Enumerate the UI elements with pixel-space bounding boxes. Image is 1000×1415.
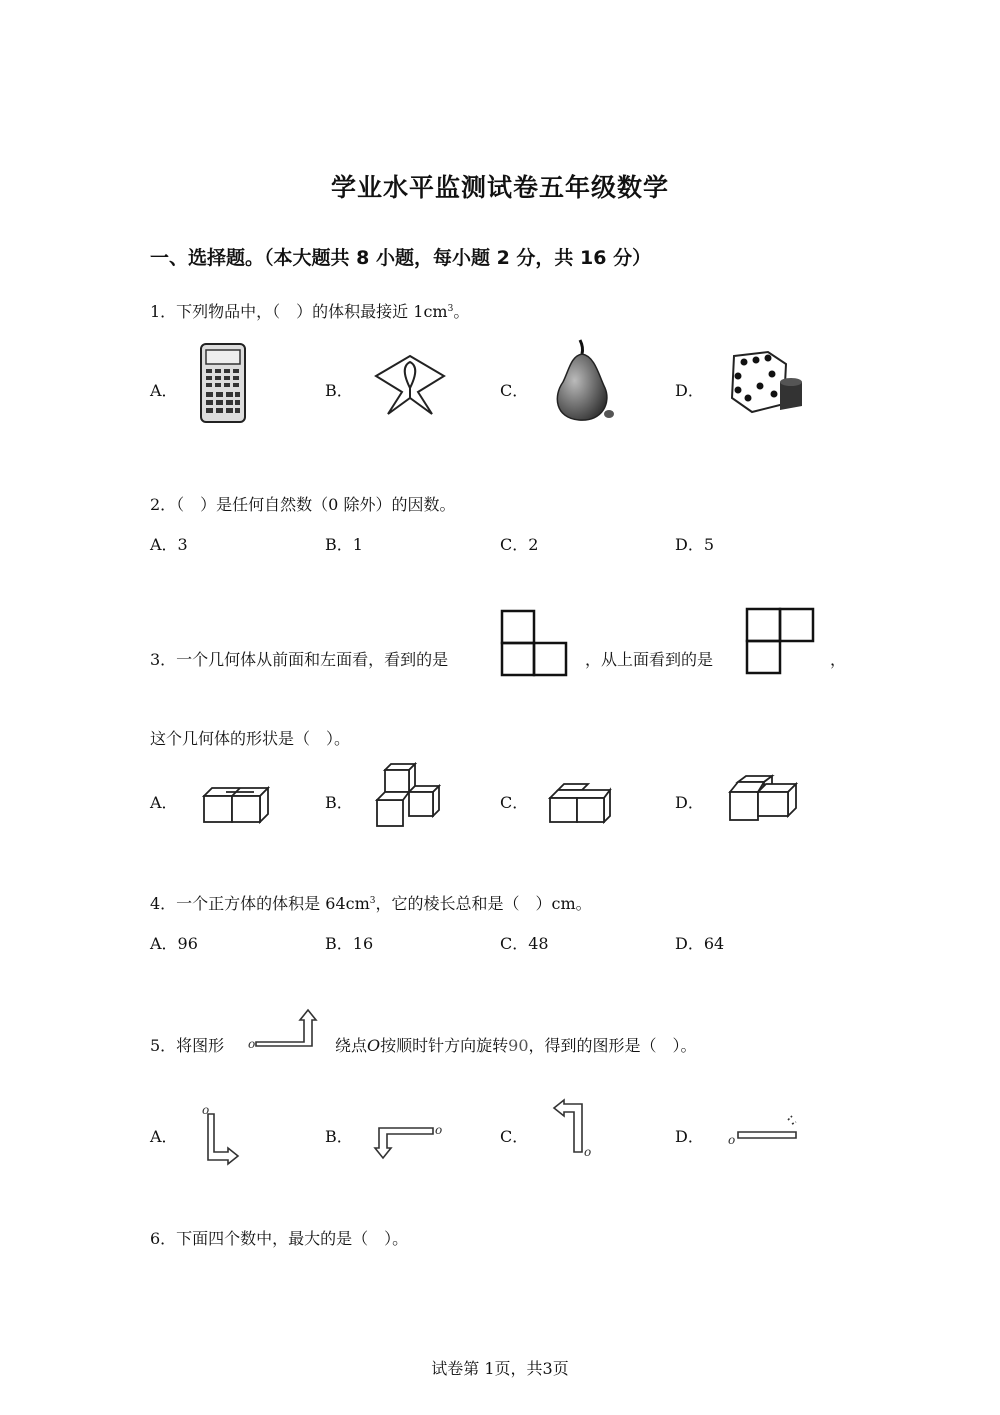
question-1-text: 1．下列物品中，（ ）的体积最接近 1cm [150,302,448,321]
option-b-o-label: o [435,1123,443,1137]
question-5-point: O [367,1036,381,1055]
question-5-rotate-prefix: 绕点 [335,1036,368,1055]
question-5-text: 5．将图形 [150,1036,225,1055]
question-3-text-b: ，从上面看到的是 [585,650,714,669]
question-3-comma: ， [830,650,847,669]
rotation-option-d-figure [726,1112,802,1156]
question-4 [150,891,592,914]
option-a-o-label: o [202,1104,210,1117]
pear-icon [545,338,619,424]
question-4-text: 4．一个正方体的体积是 64cm [150,894,370,913]
q5-option-c[interactable]: C． [500,1127,529,1146]
cube-figure-b [375,762,441,828]
rotation-option-c-figure [550,1098,596,1160]
q1-option-a[interactable]: A． [150,381,178,400]
kite-icon [372,352,448,418]
q2-option-d[interactable]: D．5 [675,535,715,554]
page-footer: 试卷第 1页，共3页 [431,1359,569,1378]
cube-figure-a [202,784,270,826]
option-c-o-label: o [584,1145,592,1159]
q3-option-c[interactable]: C． [500,793,529,812]
question-5-rotate-text: 按顺时针方向旋转 [380,1036,509,1055]
rotation-option-b-figure [373,1118,449,1162]
cube-figure-c [548,780,612,826]
option-d-o-label: o [728,1133,736,1147]
question-5-angle: 90 [508,1036,529,1055]
front-view-figure [500,609,568,677]
q4-option-c[interactable]: C．48 [500,934,549,953]
q2-option-b[interactable]: B．1 [325,535,363,554]
dice-icon [724,348,806,416]
page-title: 学业水平监测试卷五年级数学 [330,173,669,202]
question-4-superscript: 3 [369,896,376,906]
question-5-text-b [335,1033,697,1056]
q4-option-d[interactable]: D．64 [675,934,725,953]
q4-option-a[interactable]: A．96 [150,934,198,953]
section-heading: 一、选择题。（本大题共 8 小题，每小题 2 分，共 16 分） [150,247,652,269]
rotation-source-figure [246,1006,322,1052]
q2-option-a[interactable]: A．3 [150,535,188,554]
q2-option-c[interactable]: C．2 [500,535,539,554]
calculator-icon [198,342,248,424]
question-1 [150,299,469,322]
source-o-label: o [248,1037,256,1051]
q3-option-d[interactable]: D． [675,793,704,812]
question-3-text-d: 这个几何体的形状是（ ）。 [150,729,351,748]
q1-option-d[interactable]: D． [675,381,704,400]
q3-option-b[interactable]: B． [325,793,353,812]
q5-option-d[interactable]: D． [675,1127,704,1146]
question-5-text-end: ，得到的图形是（ ）。 [528,1036,697,1055]
q5-option-b[interactable]: B． [325,1127,353,1146]
q4-option-b[interactable]: B．16 [325,934,374,953]
question-6-text: 6．下面四个数中，最大的是（ ）。 [150,1229,409,1248]
question-3-text: 3．一个几何体从前面和左面看，看到的是 [150,650,449,669]
q1-option-c[interactable]: C． [500,381,529,400]
question-1-superscript: 3 [447,304,454,314]
question-4-text-end: ，它的棱长总和是（ ）cm。 [375,894,592,913]
q1-option-b[interactable]: B． [325,381,353,400]
rotation-option-a-figure [198,1104,244,1166]
top-view-figure [745,607,815,675]
q5-option-a[interactable]: A． [150,1127,178,1146]
question-2-text: 2．（ ）是任何自然数（0 除外）的因数。 [150,495,456,514]
cube-figure-d [726,774,798,824]
question-1-text-end: 。 [453,302,470,321]
q3-option-a[interactable]: A． [150,793,178,812]
